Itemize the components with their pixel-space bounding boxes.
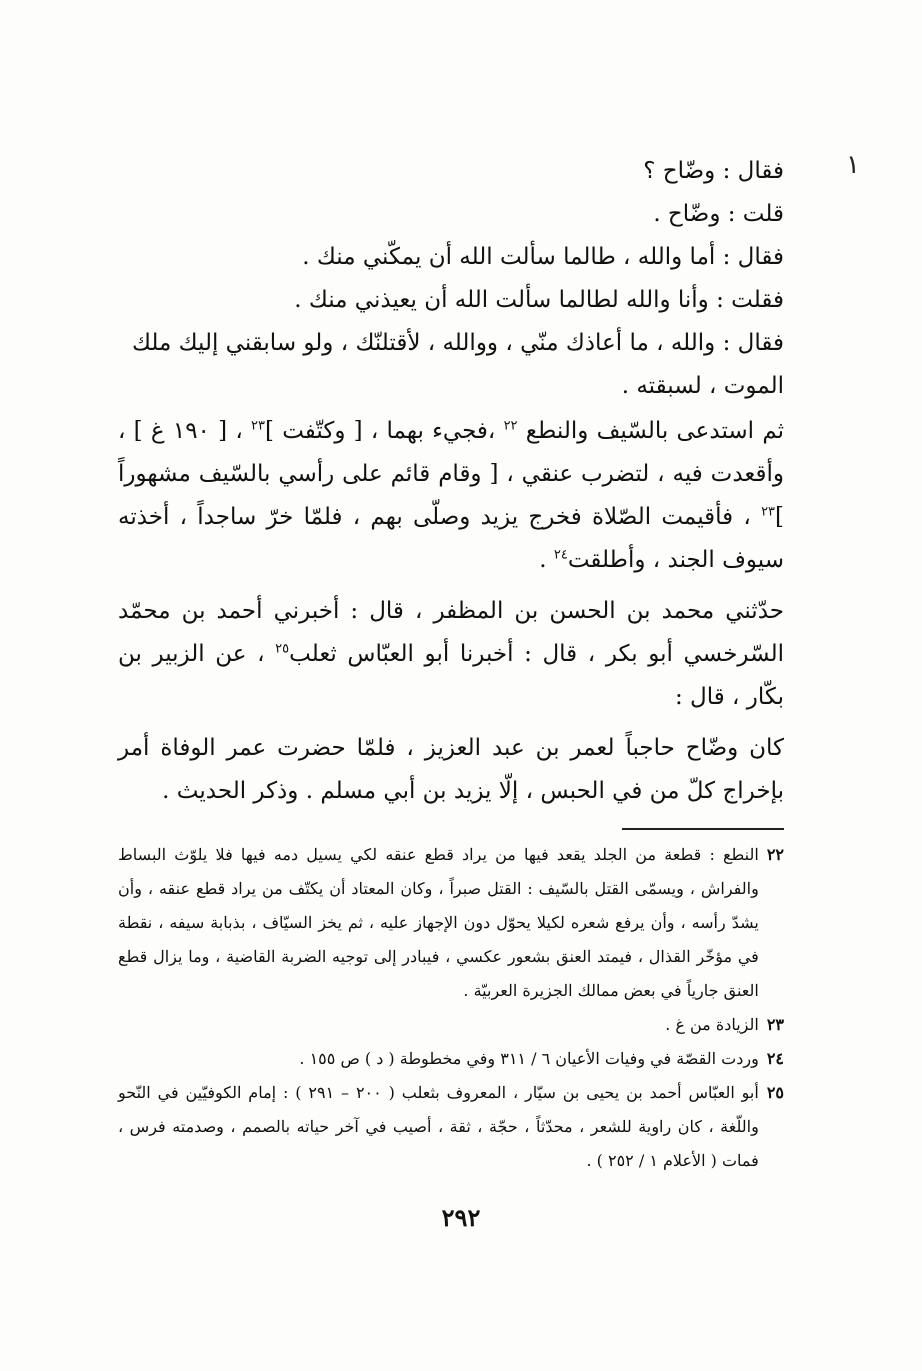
footnote-number: ٢٣	[766, 1015, 784, 1034]
footnote	[118, 1042, 784, 1076]
footnote-text: وردت القصّة في وفيات الأعيان ٦ / ٣١١ وفي مخطوطة ( د ) ص ١٥٥ .	[299, 1049, 759, 1068]
paragraph-text: ثم استدعى بالسّيف والنطع	[525, 418, 785, 444]
paragraph-text: ،فجيء بهما ، [ وكتّفت ]	[265, 418, 496, 444]
footnote	[118, 1076, 784, 1178]
footnote-ref: ٢٤	[553, 547, 568, 563]
dialogue-line: فقال : أما والله ، طالما سألت الله أن يمكّني منك .	[302, 244, 784, 270]
dialogue-line: فقال : وضّاح ؟	[643, 158, 784, 184]
footnote	[118, 838, 784, 1008]
footnote-number: ٢٢	[766, 845, 784, 864]
dialogue-block	[118, 150, 784, 408]
paragraph-execution	[118, 410, 784, 582]
footnote-number: ٢٤	[766, 1049, 784, 1068]
footnote-ref: ٢٣	[761, 504, 776, 520]
dialogue-line: فقلت : وأنا والله لطالما سألت الله أن يعيذني منك .	[294, 287, 784, 313]
footnote	[118, 1008, 784, 1042]
paragraph-text: حدّثني محمد بن الحسن بن المظفر ، قال : أخبرني أحمد بن محمّد السّرخسي أبو بكر ، قال : أخبرنا أبو العبّاس ثعلب	[118, 598, 785, 667]
margin-mark: ١	[846, 150, 860, 180]
footnote-ref: ٢٥	[275, 641, 290, 657]
footnote-text: أبو العبّاس أحمد بن يحيى بن سيّار ، المعروف بثعلب ( ٢٠٠ – ٢٩١ ) : إمام الكوفيّين في النّحو واللّغة ، كان راوية للشعر ، محدّثاً ، حجّة ، ثقة ، أصيب في آخر حياته بالصمم ، وصدمته فرس ، فمات ( الأعلام ١ / ٢٥٢ ) .	[118, 1083, 759, 1170]
paragraph-text: ، [ ١٩٠ غ ] ، وأقعدت فيه ، لتضرب عنقي ، [ وقام قائم على رأسي بالسّيف مشهوراً ]	[118, 418, 785, 530]
paragraph-isnad	[118, 590, 784, 719]
paragraph-text: .	[539, 547, 547, 573]
footnotes	[118, 838, 784, 1178]
paragraph-narration: كان وضّاح حاجباً لعمر بن عبد العزيز ، فلمّا حضرت عمر الوفاة أمر بإخراج كلّ من في الحبس ، إلّا يزيد بن أبي مسلم . وذكر الحديث .	[118, 735, 784, 804]
footnote-ref: ٢٢	[503, 418, 518, 434]
footnote-text: النطع : قطعة من الجلد يقعد فيها من يراد قطع عنقه لكي يسيل دمه فيها فلا يلوّث البساط والفراش ، ويسمّى القتل بالسّيف : القتل صبراً ، وكان المعتاد أن يكتّف من يراد قطع عنقه ، وأن يشدّ رأسه ، وأن يرفع شعره لكيلا يحوّل دون الإجهاز عليه ، ثم يخز السيّاف ، بذبابة سيفه ، نقطة في مؤخّر القذال ، فيمتد العنق بشعور عكسي ، فيبادر إلى توجيه الضربة القاضية ، وما يزال قطع العنق جارياً في بعض ممالك الجزيرة العربيّة .	[118, 845, 759, 1000]
page-number: ٢٩٢	[441, 1203, 481, 1232]
footnote-number: ٢٥	[766, 1083, 784, 1102]
paragraph-text: ، فأقيمت الصّلاة فخرج يزيد وصلّى بهم ، فلمّا خرّ ساجداً ، أخذته سيوف الجند ، وأطلقت	[118, 504, 784, 573]
dialogue-line: قلت : وضّاح .	[653, 201, 784, 227]
footnote-text: الزيادة من غ .	[665, 1015, 759, 1034]
paragraph-text: ، عن الزبير بن بكّار ، قال :	[118, 641, 784, 710]
footnote-divider	[622, 828, 784, 830]
footnote-ref: ٢٣	[251, 418, 265, 434]
dialogue-line: فقال : والله ، ما أعاذك منّي ، ووالله ، لأقتلنّك ، ولو سابقني إليك ملك الموت ، لسبقته .	[132, 330, 784, 399]
